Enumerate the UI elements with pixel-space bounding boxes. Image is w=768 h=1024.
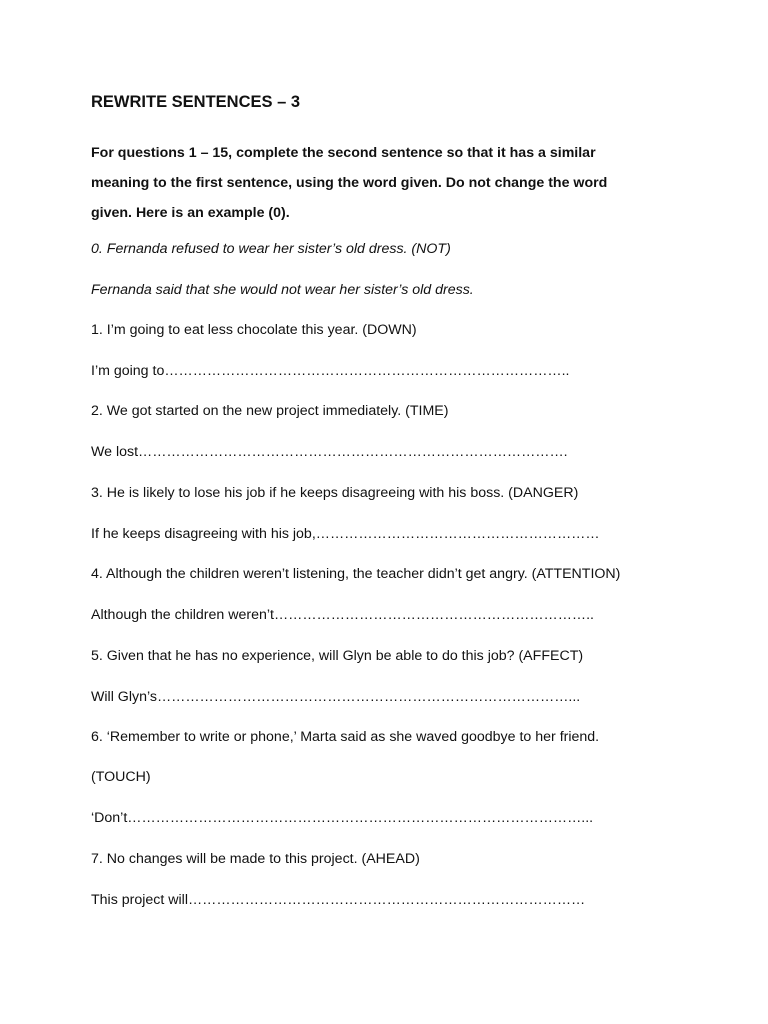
example-sentence: 0. Fernanda refused to wear her sister’s old dress. (NOT): [91, 241, 451, 257]
worksheet-title: REWRITE SENTENCES – 3: [91, 93, 301, 111]
question-7-sentence: 7. No changes will be made to this project. (AHEAD): [91, 851, 420, 867]
question-2-answer-line: We lost……………………………………………………………………………….: [91, 444, 568, 460]
question-3-sentence: 3. He is likely to lose his job if he keeps disagreeing with his boss. (DANGER): [91, 485, 579, 501]
question-7-answer-line: This project will…………………………………………………………………………: [91, 892, 586, 908]
question-2-sentence: 2. We got started on the new project immediately. (TIME): [91, 403, 449, 419]
question-1-answer-line: I’m going to…………………………………………………………………………..: [91, 363, 570, 379]
question-4-sentence: 4. Although the children weren’t listening, the teacher didn’t get angry. (ATTENTION): [91, 566, 621, 582]
question-6-answer-line: ‘Don’t……………………………………………………………………………………...: [91, 810, 594, 826]
question-5-sentence: 5. Given that he has no experience, will Glyn be able to do this job? (AFFECT): [91, 648, 584, 664]
question-6-sentence-continued: (TOUCH): [91, 769, 151, 785]
question-4-answer-line: Although the children weren’t…………………………………………………………..: [91, 607, 594, 623]
question-6-sentence: 6. ‘Remember to write or phone,’ Marta said as she waved goodbye to her friend.: [91, 729, 600, 745]
example-answer: Fernanda said that she would not wear her sister’s old dress.: [91, 282, 474, 298]
question-3-answer-line: If he keeps disagreeing with his job,……………………………………………………: [91, 526, 600, 542]
instructions-text: For questions 1 – 15, complete the second sentence so that it has a similar meaning to the first sentence, using the word given. Do not change the word given. Here is an example (0).: [91, 145, 608, 221]
question-1-sentence: 1. I’m going to eat less chocolate this year. (DOWN): [91, 322, 417, 338]
question-5-answer-line: Will Glyn’s……………………………………………………………………………...: [91, 689, 581, 705]
